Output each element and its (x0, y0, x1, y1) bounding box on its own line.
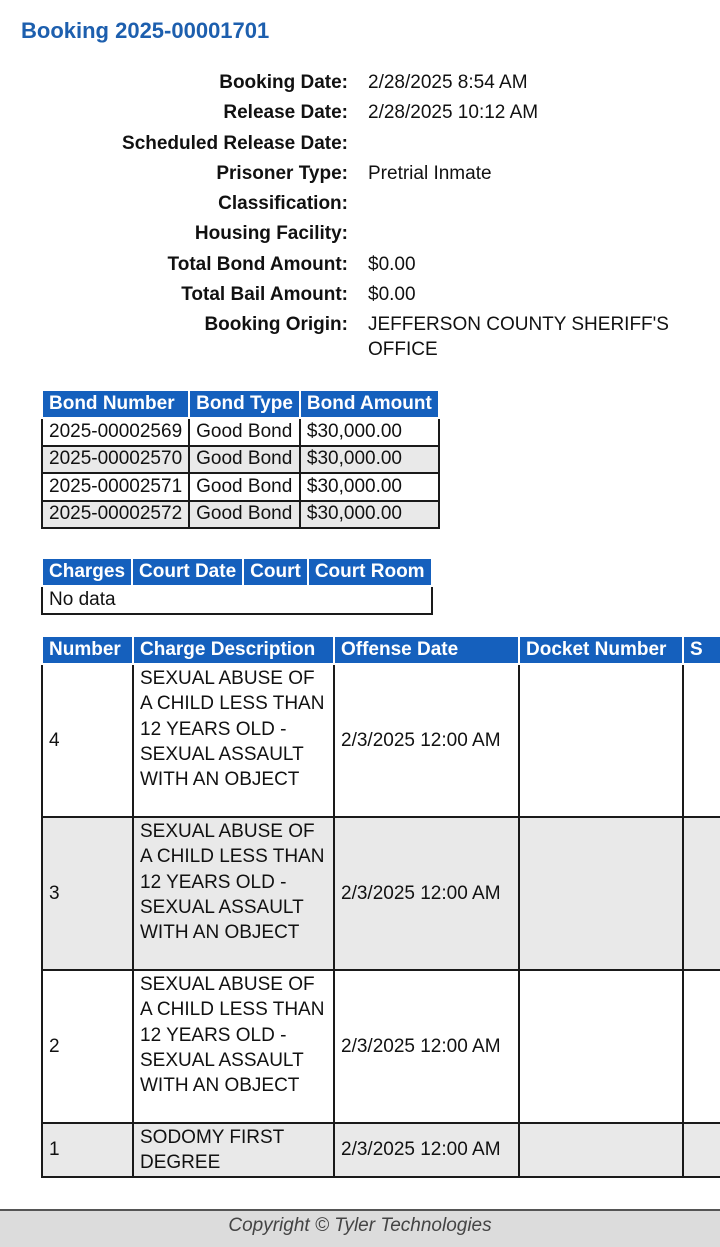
field-total-bond-amount (0, 252, 720, 277)
column-header-bond-number[interactable]: Bond Number (42, 391, 189, 418)
table-row (42, 473, 439, 501)
table-header-row (42, 391, 439, 418)
table-row (42, 817, 720, 970)
court-charges-table (41, 559, 433, 615)
bond-type-cell: Good Bond (189, 418, 300, 446)
bond-type-cell: Good Bond (189, 501, 300, 529)
table-row (42, 501, 439, 529)
charge-description-cell: SEXUAL ABUSE OF A CHILD LESS THAN 12 YEARS OLD - SEXUAL ASSAULT WITH AN OBJECT (133, 664, 334, 817)
field-value: 2/28/2025 8:54 AM (368, 72, 528, 93)
truncated-cell (683, 970, 720, 1123)
column-header-court-room[interactable]: Court Room (308, 559, 432, 586)
field-label: Housing Facility: (194, 223, 348, 245)
bond-type-cell: Good Bond (189, 473, 300, 501)
field-release-date (0, 100, 720, 125)
charge-description-cell: SODOMY FIRST DEGREE (133, 1123, 334, 1177)
field-label: Total Bail Amount: (181, 284, 348, 306)
field-label: Release Date: (223, 102, 348, 124)
column-header-charges[interactable]: Charges (42, 559, 132, 586)
field-value (348, 191, 698, 216)
offense-date-cell: 2/3/2025 12:00 AM (334, 970, 519, 1123)
column-header-docket-number[interactable]: Docket Number (519, 637, 683, 664)
docket-number-cell (519, 664, 683, 817)
field-value (348, 131, 698, 156)
table-row (42, 418, 439, 446)
charge-description-cell: SEXUAL ABUSE OF A CHILD LESS THAN 12 YEARS OLD - SEXUAL ASSAULT WITH AN OBJECT (133, 970, 334, 1123)
field-total-bail-amount (0, 282, 720, 307)
field-value: $0.00 (368, 284, 416, 306)
table-header-row (42, 559, 432, 586)
bond-amount-cell: $30,000.00 (300, 473, 439, 501)
truncated-cell (683, 664, 720, 817)
bond-amount-cell: $30,000.00 (300, 501, 439, 529)
field-value: $0.00 (368, 253, 416, 275)
booking-details (0, 70, 720, 368)
field-label: Booking Origin: (204, 314, 348, 336)
charge-number-cell: 2 (42, 970, 133, 1123)
empty-message: No data (42, 586, 432, 614)
docket-number-cell (519, 817, 683, 970)
table-row (42, 446, 439, 474)
column-header-court[interactable]: Court (243, 559, 308, 586)
field-booking-origin (0, 312, 720, 362)
charge-description-cell: SEXUAL ABUSE OF A CHILD LESS THAN 12 YEARS OLD - SEXUAL ASSAULT WITH AN OBJECT (133, 817, 334, 970)
table-row (42, 1123, 720, 1177)
field-label: Total Bond Amount: (167, 253, 348, 275)
bond-number-cell: 2025-00002570 (42, 446, 189, 474)
field-scheduled-release-date (0, 131, 720, 156)
offense-date-cell: 2/3/2025 12:00 AM (334, 817, 519, 970)
offense-date-cell: 2/3/2025 12:00 AM (334, 1123, 519, 1177)
table-row (42, 664, 720, 817)
footer-copyright: Copyright © Tyler Technologies (0, 1209, 720, 1247)
field-value (348, 221, 698, 246)
charge-number-cell: 4 (42, 664, 133, 817)
bond-amount-cell: $30,000.00 (300, 418, 439, 446)
column-header-bond-amount[interactable]: Bond Amount (300, 391, 439, 418)
docket-number-cell (519, 1123, 683, 1177)
column-header-truncated[interactable]: S (683, 637, 720, 664)
charges-table-scroll[interactable] (41, 637, 720, 1190)
field-label: Booking Date: (219, 72, 348, 93)
page-title: Booking 2025-00001701 (21, 18, 270, 43)
field-value: JEFFERSON COUNTY SHERIFF'S OFFICE (368, 314, 669, 361)
bond-number-cell: 2025-00002569 (42, 418, 189, 446)
charges-table (41, 637, 720, 1178)
table-row (42, 586, 432, 614)
field-value: Pretrial Inmate (368, 162, 492, 184)
field-housing-facility (0, 221, 720, 246)
truncated-cell (683, 1123, 720, 1177)
column-header-charge-description[interactable]: Charge Description (133, 637, 334, 664)
bond-amount-cell: $30,000.00 (300, 446, 439, 474)
charge-number-cell: 1 (42, 1123, 133, 1177)
bonds-table (41, 391, 440, 529)
offense-date-cell: 2/3/2025 12:00 AM (334, 664, 519, 817)
field-booking-date (0, 70, 720, 95)
charge-number-cell: 3 (42, 817, 133, 970)
table-row (42, 970, 720, 1123)
field-prisoner-type (0, 161, 720, 186)
field-label: Scheduled Release Date: (122, 132, 348, 154)
table-header-row (42, 637, 720, 664)
column-header-bond-type[interactable]: Bond Type (189, 391, 300, 418)
column-header-number[interactable]: Number (42, 637, 133, 664)
bond-number-cell: 2025-00002572 (42, 501, 189, 529)
field-classification (0, 191, 720, 216)
field-label: Prisoner Type: (216, 162, 348, 184)
column-header-offense-date[interactable]: Offense Date (334, 637, 519, 664)
docket-number-cell (519, 970, 683, 1123)
bond-number-cell: 2025-00002571 (42, 473, 189, 501)
field-label: Classification: (218, 193, 348, 215)
bond-type-cell: Good Bond (189, 446, 300, 474)
field-value: 2/28/2025 10:12 AM (368, 102, 539, 124)
column-header-court-date[interactable]: Court Date (132, 559, 243, 586)
truncated-cell (683, 817, 720, 970)
